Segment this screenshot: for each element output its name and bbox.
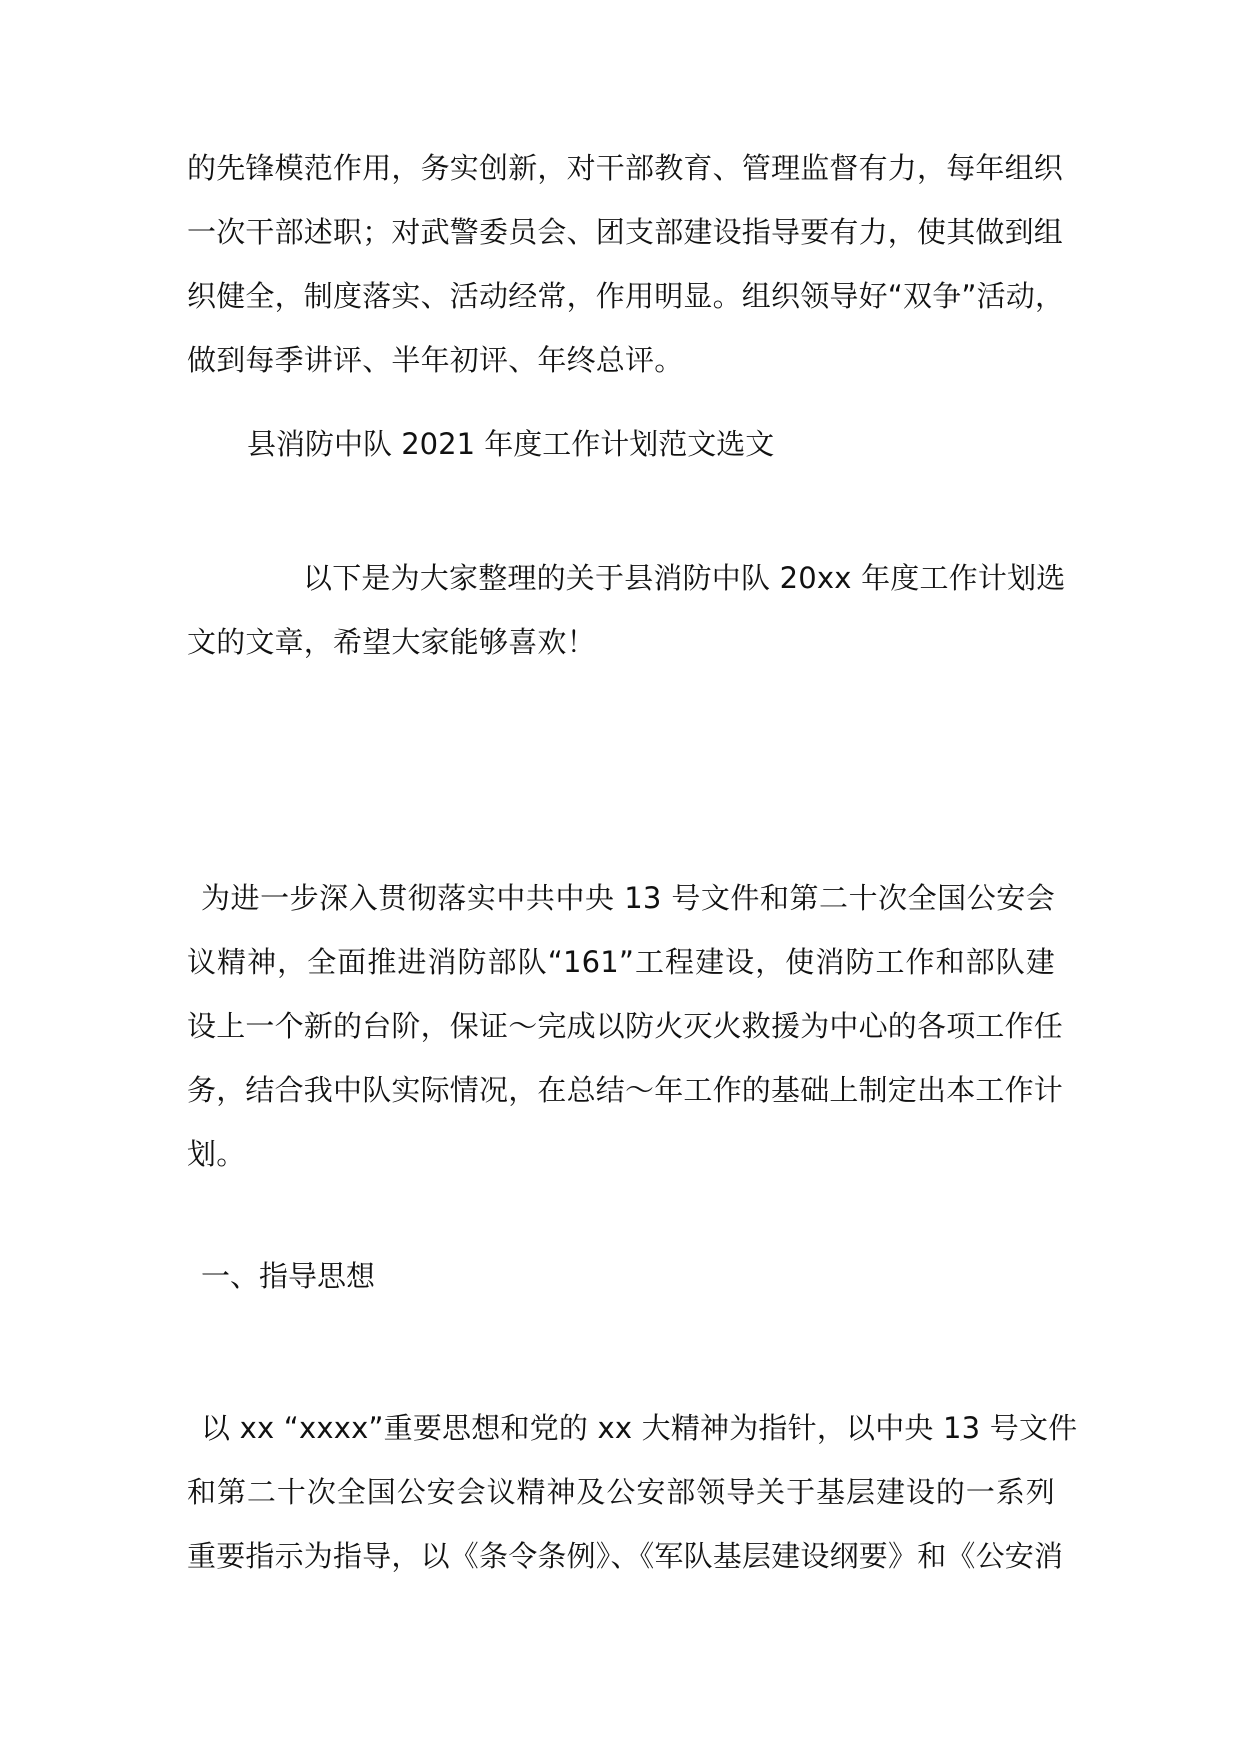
paragraph-line: 织健全，制度落实、活动经常，作用明显。组织领导好“双争”活动， (187, 279, 1065, 313)
document-title: 县消防中队 2021 年度工作计划范文选文 (247, 427, 775, 461)
paragraph-continuation (187, 136, 1065, 392)
paragraph-line: 文的文章，希望大家能够喜欢！ (187, 625, 596, 659)
paragraph-line: 划。 (187, 1137, 246, 1171)
paragraph-line: 以 xx “xxxx”重要思想和党的 xx 大精神为指针，以中央 13 号文件 (201, 1411, 1078, 1445)
intro-paragraph (187, 546, 1066, 674)
paragraph-line: 务，结合我中队实际情况，在总结～年工作的基础上制定出本工作计 (187, 1073, 1064, 1107)
paragraph-line: 设上一个新的台阶，保证～完成以防火灭火救援为中心的各项工作任 (187, 1009, 1064, 1043)
purpose-paragraph (187, 866, 1064, 1186)
paragraph-line: 的先锋模范作用，务实创新，对干部教育、管理监督有力，每年组织 (187, 151, 1064, 185)
section-heading: 一、指导思想 (201, 1259, 376, 1293)
paragraph-line: 为进一步深入贯彻落实中共中央 13 号文件和第二十次全国公安会 (201, 881, 1055, 915)
paragraph-line: 以下是为大家整理的关于县消防中队 20xx 年度工作计划选 (303, 561, 1066, 595)
paragraph-line: 议精神，全面推进消防部队“161”工程建设，使消防工作和部队建 (187, 945, 1055, 979)
paragraph-line: 重要指示为指导，以《条令条例》、《军队基层建设纲要》和《公安消 (187, 1539, 1064, 1573)
paragraph-line: 做到每季讲评、半年初评、年终总评。 (187, 343, 684, 377)
paragraph-line: 和第二十次全国公安会议精神及公安部领导关于基层建设的一系列 (187, 1475, 1055, 1509)
paragraph-line: 一次干部述职；对武警委员会、团支部建设指导要有力，使其做到组 (187, 215, 1064, 249)
guiding-paragraph (187, 1396, 1078, 1588)
